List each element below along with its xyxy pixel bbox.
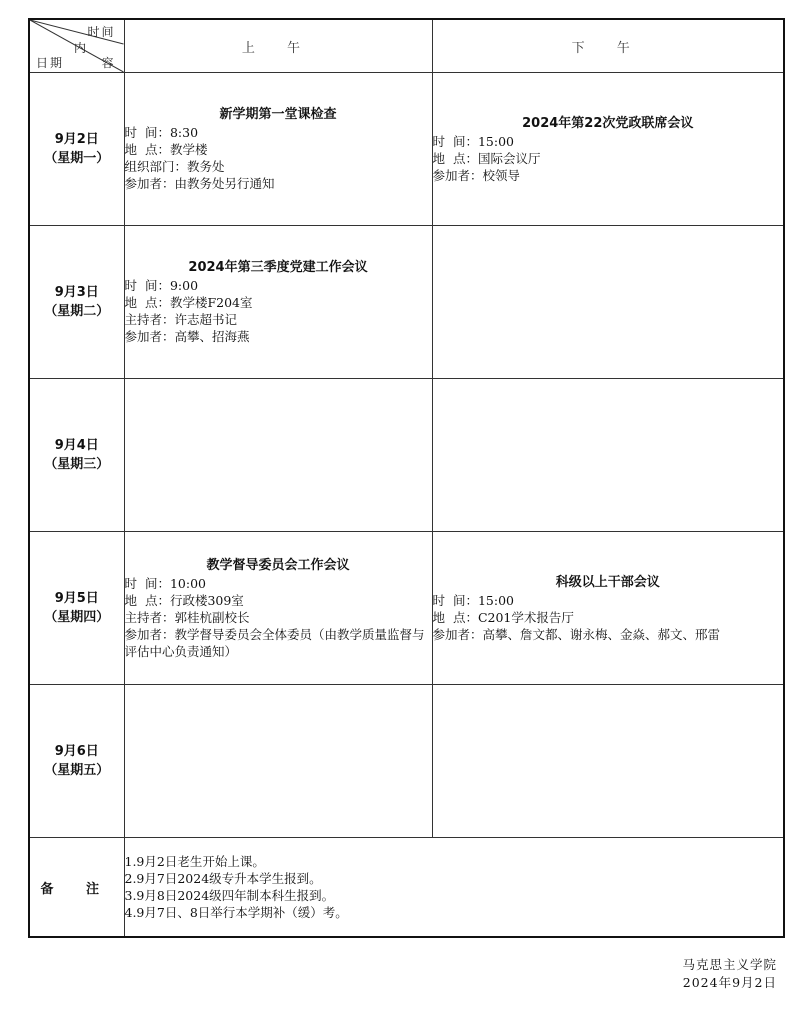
note-item: 3.9月8日2024级四年制本科生报到。 (124, 888, 335, 903)
event-detail: 主持者：郭桂杭副校长 (124, 609, 250, 625)
date-text: 9月6日 (54, 744, 99, 759)
event-detail: 时 间：8:30 (124, 125, 199, 140)
date-cell (29, 379, 124, 532)
event-detail: 时 间：15:00 (432, 133, 514, 149)
event-detail: 地 点：国际会议厅 (432, 150, 541, 166)
footer-date: 2024年9月2日 (682, 975, 777, 990)
note-item: 1.9月2日老生开始上课。 (124, 854, 265, 869)
day-row (29, 532, 784, 685)
date-text: 9月3日 (54, 285, 99, 300)
afternoon-event-cell (432, 379, 784, 532)
corner-date-label: 日期 (36, 56, 65, 70)
event-title: 教学督导委员会工作会议 (206, 557, 350, 573)
morning-event-cell (124, 73, 432, 226)
day-row (29, 379, 784, 532)
event-detail: 地 点：教学楼 (124, 142, 208, 157)
event-detail: 时 间：15:00 (432, 592, 514, 608)
note-item: 2.9月7日2024级专升本学生报到。 (124, 871, 322, 886)
notes-label: 备 注 (29, 838, 124, 938)
date-text: 9月4日 (54, 438, 99, 453)
event-detail: 参加者：高攀、招海燕 (124, 329, 250, 344)
notes-row (29, 838, 784, 938)
corner-time-label: 时间 (87, 25, 116, 39)
afternoon-event-cell (432, 73, 784, 226)
afternoon-event-cell (432, 226, 784, 379)
date-cell (29, 226, 124, 379)
date-cell (29, 73, 124, 226)
event-title: 2024年第三季度党建工作会议 (188, 260, 368, 275)
footer (682, 956, 777, 992)
morning-event-cell (124, 379, 432, 532)
date-cell (29, 685, 124, 838)
event-title: 2024年第22次党政联席会议 (522, 115, 694, 131)
header-row (29, 19, 784, 73)
note-item: 4.9月7日、8日举行本学期补（缓）考。 (124, 905, 348, 920)
day-row (29, 685, 784, 838)
event-title: 科级以上干部会议 (555, 574, 660, 590)
day-row (29, 226, 784, 379)
date-cell (29, 532, 124, 685)
corner-content-label-2: 容 (101, 56, 116, 70)
weekday-text: （星期三） (44, 457, 110, 472)
event-detail: 参加者：教学督导委员会全体委员（由教学质量监督与评估中心负责通知） (124, 626, 425, 659)
event-detail: 组织部门：教务处 (124, 159, 225, 174)
event-detail: 时 间：10:00 (124, 575, 206, 591)
date-text: 9月5日 (54, 591, 99, 606)
weekday-text: （星期一） (44, 151, 110, 166)
day-row (29, 73, 784, 226)
morning-event-cell (124, 685, 432, 838)
morning-event-cell (124, 532, 432, 685)
afternoon-event-cell (432, 685, 784, 838)
event-detail: 参加者：由教务处另行通知 (124, 176, 275, 191)
notes-body (124, 838, 784, 938)
footer-org: 马克思主义学院 (682, 957, 777, 972)
event-title: 新学期第一堂课检查 (219, 107, 337, 122)
afternoon-header: 下 午 (432, 19, 784, 73)
event-detail: 参加者：校领导 (432, 167, 521, 183)
schedule-table (28, 18, 785, 938)
event-detail: 参加者：高攀、詹文都、谢永梅、金焱、郝文、邢雷 (432, 626, 721, 642)
date-text: 9月2日 (54, 132, 99, 147)
morning-header: 上 午 (124, 19, 432, 73)
event-detail: 地 点：教学楼F204室 (124, 295, 253, 310)
event-detail: 时 间：9:00 (124, 278, 199, 293)
weekday-text: （星期五） (44, 763, 110, 778)
event-detail: 地 点：C201学术报告厅 (432, 609, 574, 625)
event-detail: 地 点：行政楼309室 (124, 592, 244, 608)
corner-content-label: 内 (74, 41, 89, 55)
weekday-text: （星期四） (44, 610, 110, 625)
afternoon-event-cell (432, 532, 784, 685)
event-detail: 主持者：许志超书记 (124, 312, 238, 327)
weekday-text: （星期二） (44, 304, 110, 319)
corner-header-cell (29, 19, 124, 73)
morning-event-cell (124, 226, 432, 379)
